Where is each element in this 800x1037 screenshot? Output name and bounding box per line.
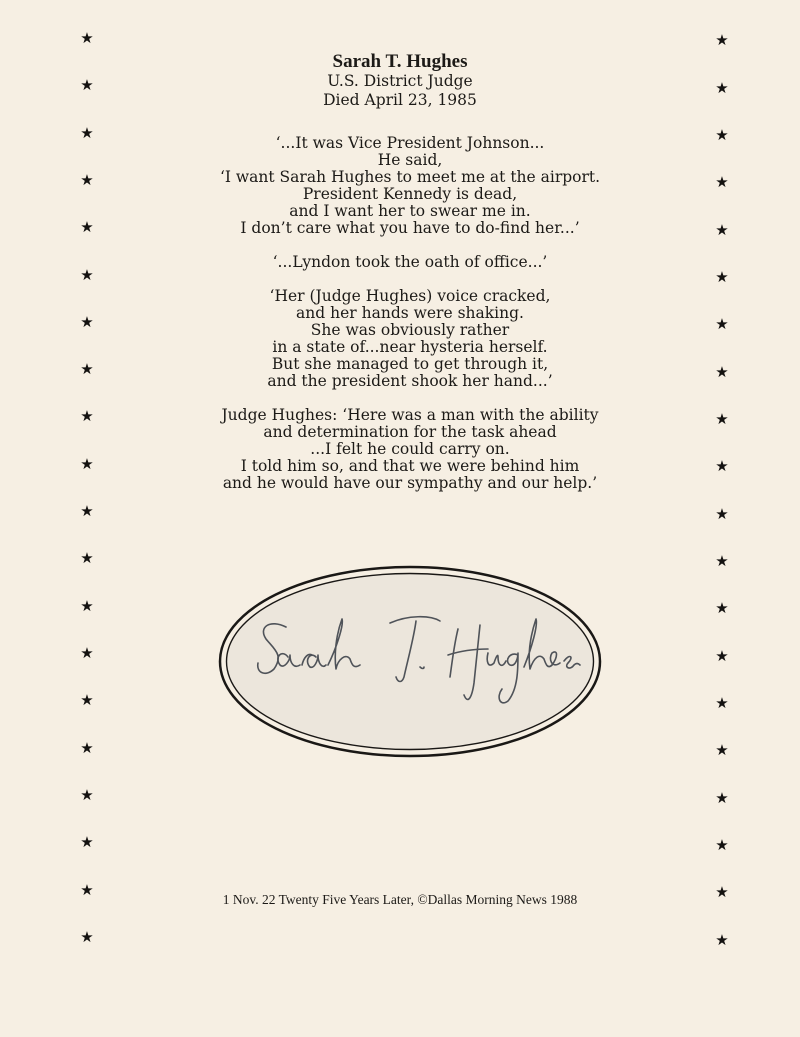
star-ornament-icon: ★ (715, 647, 729, 665)
quote-body (0, 135, 800, 509)
star-ornament-icon: ★ (715, 126, 729, 144)
quote-line: and her hands were shaking. (296, 304, 524, 322)
quote-line: She was obviously rather (310, 321, 510, 339)
star-ornament-icon: ★ (715, 268, 729, 286)
star-ornament-icon: ★ (715, 789, 729, 807)
star-ornament-icon: ★ (80, 218, 94, 236)
quote-line: in a state of...near hysteria herself. (272, 338, 548, 356)
star-ornament-icon: ★ (715, 599, 729, 617)
star-ornament-icon: ★ (80, 881, 94, 899)
star-ornament-icon: ★ (715, 31, 729, 49)
judge-name: Sarah T. Hughes (332, 51, 468, 72)
handwritten-signature (218, 565, 602, 758)
star-ornament-icon: ★ (715, 552, 729, 570)
quote-paragraph (0, 254, 800, 271)
star-ornament-icon: ★ (80, 455, 94, 473)
quote-line: ...I felt he could carry on. (310, 440, 510, 458)
quote-line: But she managed to get through it, (271, 355, 549, 373)
star-ornament-icon: ★ (80, 928, 94, 946)
star-ornament-icon: ★ (80, 833, 94, 851)
star-ornament-icon: ★ (715, 883, 729, 901)
document-header (0, 52, 800, 110)
signature-oval (218, 565, 602, 758)
quote-line: and the president shook her hand...’ (267, 372, 553, 390)
star-ornament-icon: ★ (80, 29, 94, 47)
quote-paragraph (0, 288, 800, 390)
star-ornament-icon: ★ (80, 644, 94, 662)
quote-line: and I want her to swear me in. (289, 202, 531, 220)
star-ornament-icon: ★ (715, 694, 729, 712)
death-date: Died April 23, 1985 (323, 91, 477, 109)
star-ornament-icon: ★ (80, 407, 94, 425)
star-ornament-icon: ★ (80, 502, 94, 520)
quote-line: and determination for the task ahead (263, 423, 557, 441)
star-ornament-icon: ★ (80, 597, 94, 615)
star-ornament-icon: ★ (715, 173, 729, 191)
star-ornament-icon: ★ (715, 931, 729, 949)
quote-line: ‘...Lyndon took the oath of office...’ (272, 253, 548, 271)
quote-line: President Kennedy is dead, (302, 185, 518, 203)
star-ornament-icon: ★ (80, 266, 94, 284)
quote-line: I told him so, and that we were behind him (240, 457, 580, 475)
judge-title: U.S. District Judge (327, 72, 473, 90)
star-ornament-icon: ★ (80, 124, 94, 142)
star-ornament-icon: ★ (715, 410, 729, 428)
quote-line: He said, (377, 151, 443, 169)
quote-line: I don’t care what you have to do-find her...’ (240, 219, 580, 237)
quote-line: Judge Hughes: ‘Here was a man with the ability (221, 406, 599, 424)
star-ornament-icon: ★ (715, 79, 729, 97)
star-ornament-icon: ★ (715, 741, 729, 759)
star-ornament-icon: ★ (715, 836, 729, 854)
star-ornament-icon: ★ (715, 457, 729, 475)
star-ornament-icon: ★ (80, 76, 94, 94)
star-ornament-icon: ★ (715, 363, 729, 381)
star-ornament-icon: ★ (715, 505, 729, 523)
source-credit: 1 Nov. 22 Twenty Five Years Later, ©Dallas Morning News 1988 (222, 892, 578, 907)
star-ornament-icon: ★ (80, 739, 94, 757)
star-ornament-icon: ★ (715, 315, 729, 333)
star-ornament-icon: ★ (715, 221, 729, 239)
star-ornament-icon: ★ (80, 360, 94, 378)
star-ornament-icon: ★ (80, 171, 94, 189)
star-ornament-icon: ★ (80, 549, 94, 567)
quote-paragraph (0, 407, 800, 492)
quote-paragraph (0, 135, 800, 237)
star-ornament-icon: ★ (80, 313, 94, 331)
star-ornament-icon: ★ (80, 691, 94, 709)
quote-line: ‘...It was Vice President Johnson... (275, 134, 545, 152)
quote-line: ‘I want Sarah Hughes to meet me at the airport. (219, 168, 601, 186)
quote-line: and he would have our sympathy and our help.’ (222, 474, 598, 492)
star-ornament-icon: ★ (80, 786, 94, 804)
quote-line: ‘Her (Judge Hughes) voice cracked, (269, 287, 551, 305)
